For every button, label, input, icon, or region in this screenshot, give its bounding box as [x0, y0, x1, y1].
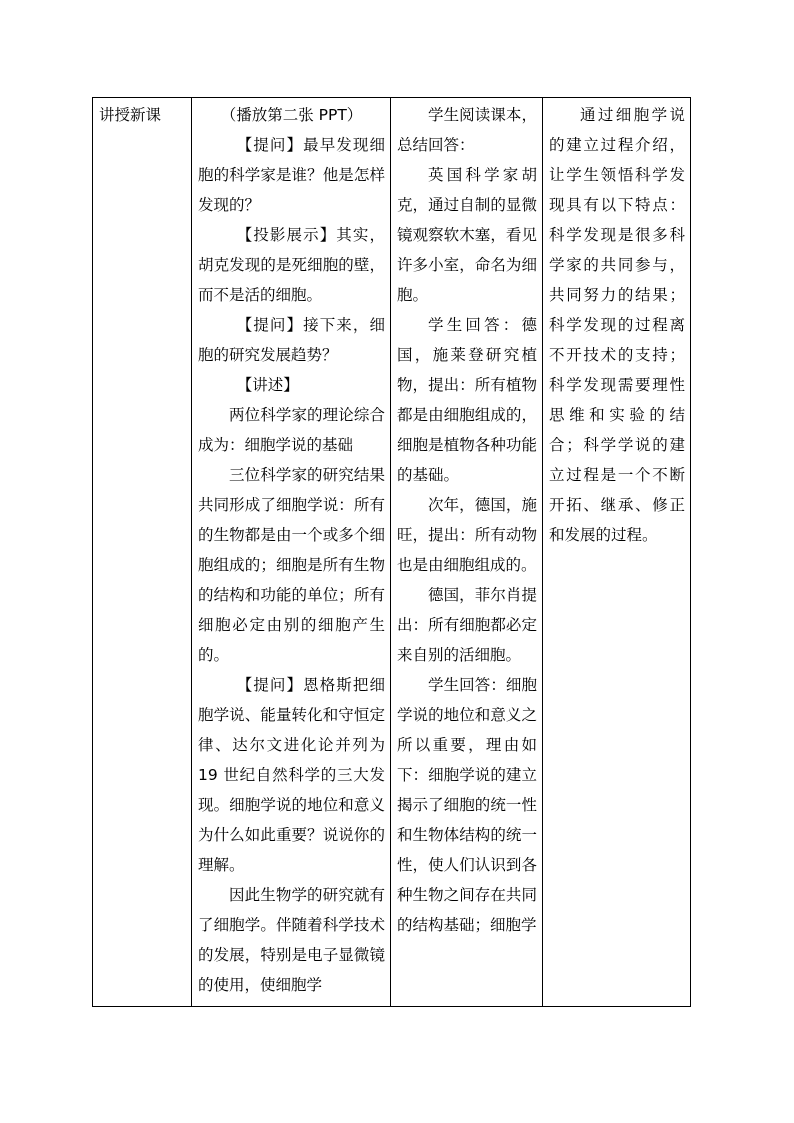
student-paragraph: 学生回答：细胞学说的地位和意义之所以重要，理由如下：细胞学说的建立揭示了细胞的统一性和生物体结构的统一性，使人们认识到各种生物之间存在共同的结构基础；细胞学 [397, 676, 537, 934]
question-paragraph [198, 130, 385, 220]
question-tag: 【提问】 [236, 316, 304, 334]
question-tag: 【提问】 [236, 136, 304, 154]
table-row [93, 98, 691, 1007]
lesson-table [92, 97, 691, 1007]
lecture-paragraph: 因此生物学的研究就有了细胞学。伴随着科学技术的发展，特别是电子显微镜的使用，使细胞学 [198, 886, 385, 994]
question-paragraph [198, 670, 385, 880]
projection-text: 其实，胡克发现的是死细胞的壁，而不是活的细胞。 [198, 226, 385, 304]
lecture-paragraph: 两位科学家的理论综合成为：细胞学说的基础 [198, 406, 385, 454]
stage-cell [93, 98, 192, 1007]
question-text: 恩格斯把细胞学说、能量转化和守恒定律、达尔文进化论并列为 19 世纪自然科学的三大发现。细胞学说的地位和意义为什么如此重要？说说你的理解。 [198, 676, 385, 874]
student-paragraph: 学生阅读课本，总结回答： [397, 106, 537, 154]
teacher-activity-cell [192, 98, 391, 1007]
question-text: 接下来，细胞的研究发展趋势？ [198, 316, 385, 364]
projection-tag: 【投影展示】 [236, 226, 337, 244]
lecture-paragraph: 三位科学家的研究结果共同形成了细胞学说：所有的生物都是由一个或多个细胞组成的；细胞是所有生物的结构和功能的单位；所有细胞必定由别的细胞产生的。 [198, 466, 385, 664]
student-activity-cell [391, 98, 543, 1007]
student-paragraph: 英国科学家胡克，通过自制的显微镜观察软木塞，看见许多小室，命名为细胞。 [397, 166, 537, 304]
question-text: 最早发现细胞的科学家是谁？他是怎样发现的？ [198, 136, 385, 214]
student-paragraph: 学生回答：德国，施莱登研究植物，提出：所有植物都是由细胞组成的，细胞是植物各种功能的基础。 [397, 316, 537, 484]
question-tag: 【提问】 [236, 676, 304, 694]
student-paragraph: 德国，菲尔肖提出：所有细胞都必定来自别的活细胞。 [397, 586, 537, 664]
design-intent-cell [543, 98, 691, 1007]
design-intent-paragraph: 通过细胞学说的建立过程介绍，让学生领悟科学发现具有以下特点：科学发现是很多科学家的共同参与，共同努力的结果；科学发现的过程离不开技术的支持；科学发现需要理性思维和实验的结合；科学学说的建立过程是一个不断开拓、继承、修正和发展的过程。 [549, 106, 685, 544]
ppt-note: （播放第二张 PPT） [220, 106, 363, 124]
question-paragraph [198, 310, 385, 370]
stage-label: 讲授新课 [99, 106, 162, 124]
lecture-tag: 【讲述】 [236, 376, 299, 394]
student-paragraph: 次年，德国，施旺，提出：所有动物也是由细胞组成的。 [397, 496, 537, 574]
projection-paragraph [198, 220, 385, 310]
